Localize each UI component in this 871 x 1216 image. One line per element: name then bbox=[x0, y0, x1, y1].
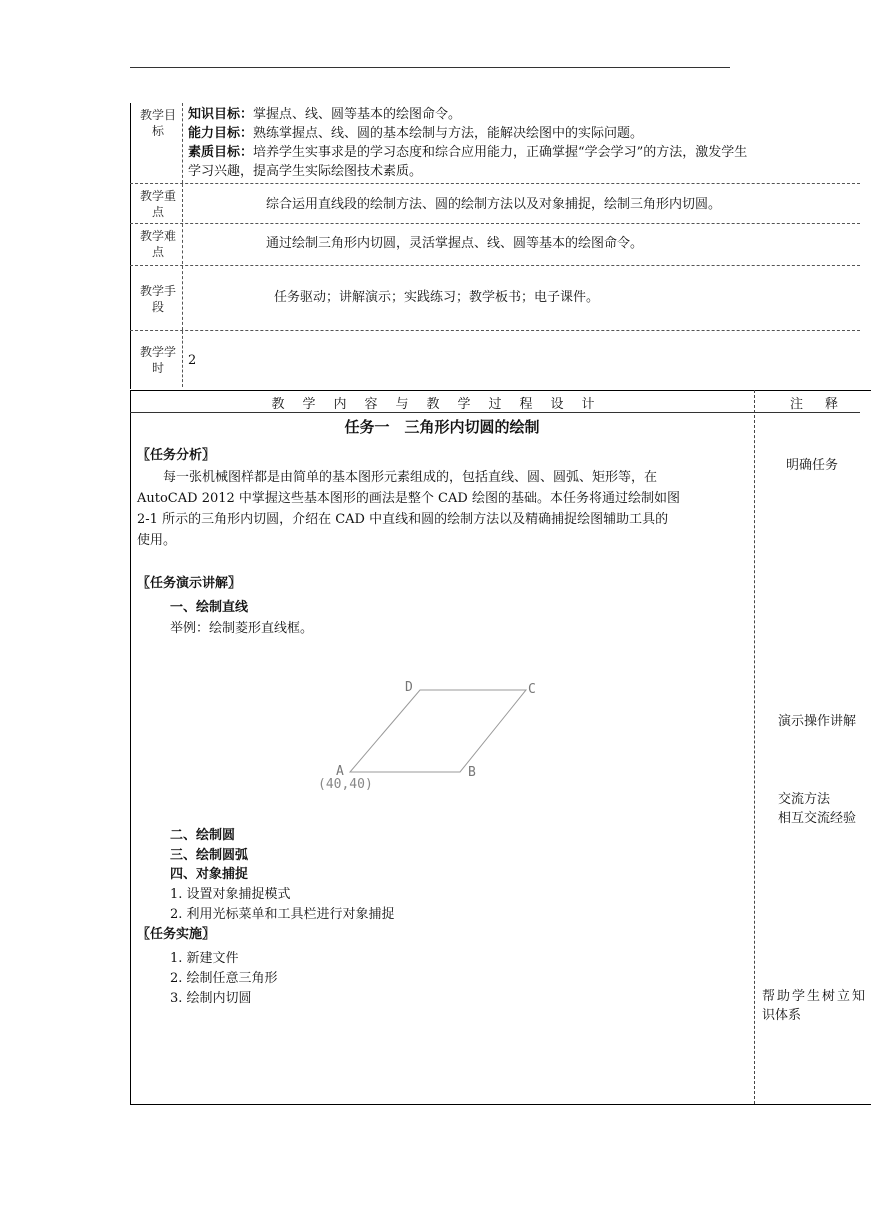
item-object-snap: 四、对象捕捉 bbox=[170, 867, 249, 882]
sub-item-cursor-menu: 2. 利用光标菜单和工具栏进行对象捕捉 bbox=[170, 907, 395, 922]
content-header-rule bbox=[130, 412, 860, 413]
analysis-line-4: 使用。 bbox=[137, 533, 177, 548]
sub-item-snap-mode: 1. 设置对象捕捉模式 bbox=[170, 887, 291, 902]
step-draw-incircle: 3. 绘制内切圆 bbox=[170, 991, 252, 1006]
analysis-line-1: 每一张机械图样都是由简单的基本图形元素组成的，包括直线、圆、圆弧、矩形等，在 bbox=[163, 470, 658, 485]
methods-text: 任务驱动；讲解演示；实践练习；教学板书；电子课件。 bbox=[274, 290, 600, 305]
step-new-file: 1. 新建文件 bbox=[170, 951, 239, 966]
difficulties-label: 教学难点 bbox=[139, 229, 176, 259]
header-rule bbox=[130, 67, 730, 68]
note-knowledge-system-2: 识体系 bbox=[762, 1008, 802, 1023]
item-draw-circle: 二、绘制圆 bbox=[170, 828, 236, 843]
note-share-experience: 相互交流经验 bbox=[778, 811, 857, 826]
analysis-line-2: AutoCAD 2012 中掌握这些基本图形的画法是整个 CAD 绘图的基础。本任务将通过绘制如图 bbox=[137, 491, 680, 506]
objectives-label: 教学目标 bbox=[139, 108, 176, 138]
note-clarify-task: 明确任务 bbox=[786, 458, 839, 473]
quality-text: 培养学生实事求是的学习态度和综合应用能力，正确掌握“学会学习”的方法，激发学生 bbox=[253, 145, 748, 160]
difficulties-text: 通过绘制三角形内切圆，灵活掌握点、线、圆等基本的绘图命令。 bbox=[266, 236, 644, 251]
methods-label: 教学手段 bbox=[139, 284, 176, 314]
note-demo: 演示操作讲解 bbox=[778, 714, 857, 729]
vertex-label-a: A bbox=[336, 764, 344, 779]
methods-row bbox=[130, 266, 860, 330]
vertex-label-c: C bbox=[528, 682, 536, 697]
key-points-row bbox=[130, 184, 860, 222]
example-text: 举例：绘制菱形直线框。 bbox=[170, 621, 314, 636]
content-section-header: 教学内容与教学过程设计 bbox=[271, 397, 613, 412]
difficulties-row bbox=[130, 224, 860, 264]
hours-label: 教学学时 bbox=[139, 345, 176, 375]
notes-header: 注释 bbox=[790, 397, 861, 412]
key-points-text: 综合运用直线段的绘制方法、圆的绘制方法以及对象捕捉，绘制三角形内切圆。 bbox=[266, 197, 722, 212]
analysis-paragraph bbox=[137, 467, 747, 551]
hours-row bbox=[130, 331, 860, 387]
demo-heading: 〖任务演示讲解〗 bbox=[137, 576, 242, 591]
analysis-line-3: 2-1 所示的三角形内切圆，介绍在 CAD 中直线和圆的绘制方法以及精确捕捉绘图辅助工具的 bbox=[137, 512, 669, 527]
item-draw-arc: 三、绘制圆弧 bbox=[170, 848, 249, 863]
coordinate-label: (40,40) bbox=[318, 777, 373, 792]
quality-title: 素质目标： bbox=[188, 145, 254, 160]
vertex-label-d: D bbox=[405, 680, 413, 695]
rhombus-diagram bbox=[310, 676, 536, 780]
note-exchange-methods: 交流方法 bbox=[778, 792, 831, 807]
step-draw-triangle: 2. 绘制任意三角形 bbox=[170, 971, 278, 986]
rhombus-shape bbox=[350, 690, 526, 772]
knowledge-text: 掌握点、线、圆等基本的绘图命令。 bbox=[253, 107, 462, 122]
item-draw-line: 一、绘制直线 bbox=[170, 600, 249, 615]
analysis-heading: 〖任务分析〗 bbox=[137, 448, 216, 463]
task-title: 任务一 三角形内切圆的绘制 bbox=[344, 418, 540, 436]
objectives-row bbox=[130, 103, 860, 183]
hours-value: 2 bbox=[188, 353, 197, 368]
key-points-label: 教学重点 bbox=[139, 189, 176, 219]
objectives-content bbox=[188, 105, 860, 181]
note-knowledge-system-1: 帮助学生树立知 bbox=[762, 989, 868, 1004]
ability-text: 熟练掌握点、线、圆的基本绘制与方法，能解决绘图中的实际问题。 bbox=[253, 126, 644, 141]
impl-heading: 〖任务实施〗 bbox=[137, 927, 216, 942]
notes-column-divider bbox=[754, 390, 755, 1104]
vertex-label-b: B bbox=[468, 765, 476, 780]
quality-text-2: 学习兴趣，提高学生实际绘图技术素质。 bbox=[188, 164, 423, 179]
ability-title: 能力目标： bbox=[188, 126, 254, 141]
knowledge-title: 知识目标： bbox=[188, 107, 254, 122]
